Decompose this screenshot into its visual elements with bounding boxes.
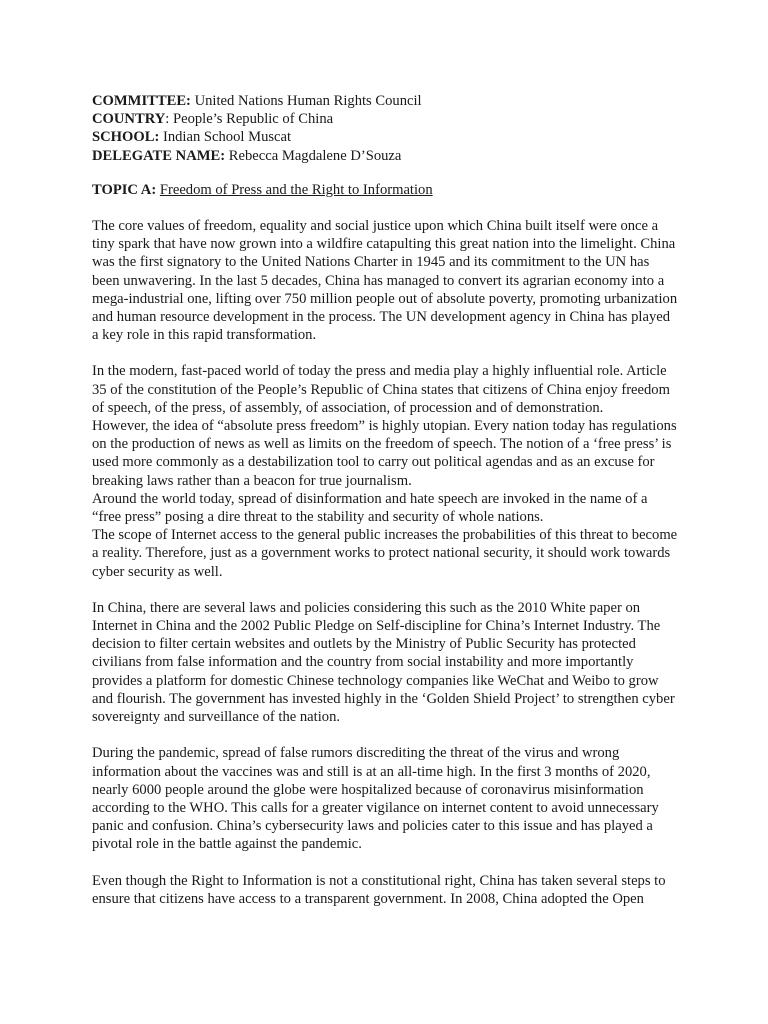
- topic-title: Freedom of Press and the Right to Information: [159, 181, 433, 198]
- delegate-value: Rebecca Magdalene D’Souza: [228, 147, 402, 164]
- school-line: [92, 128, 678, 146]
- school-value: Indian School Muscat: [162, 129, 292, 146]
- paragraph-1: The core values of freedom, equality and social justice upon which China built itself were once a tiny spark that have now grown into a wildfire catapulting this great nation into the limelight. China was the first signatory to the United Nations Charter in 1945 and its commitment to the UN has been unwavering. In the last 5 decades, China has managed to convert its agrarian economy into a mega-industrial one, lifting over 750 million people out of absolute poverty, promoting urbanization and human resource development in the process. The UN development agency in China has played a key role in this rapid transformation.: [92, 218, 678, 344]
- paragraph-8: Even though the Right to Information is not a constitutional right, China has taken several steps to ensure that citizens have access to a transparent government. In 2008, China adopted the Open: [92, 872, 666, 907]
- committee-line: [92, 92, 678, 110]
- paragraph-7: During the pandemic, spread of false rumors discrediting the threat of the virus and wrong information about the vaccines was and still is at an all-time high. In the first 3 months of 2020, nearly 6000 people around the globe were hospitalized because of coronavirus misinformation according to the WHO. This calls for a greater vigilance on internet content to avoid unnecessary panic and confusion. China’s cybersecurity laws and policies cater to this issue and has played a pivotal role in the battle against the pandemic.: [92, 745, 659, 853]
- committee-label: COMMITTEE:: [92, 93, 191, 109]
- delegate-line: [92, 147, 678, 165]
- topic-heading: [92, 181, 678, 199]
- paragraph-2: In the modern, fast-paced world of today the press and media play a highly influential role. Article 35 of the constitution of the People’s Republic of China states that citizens of China enjoy freedom of speech, of the press, of assembly, of association, of procession and of demonstration.: [92, 363, 670, 416]
- paragraph-3: However, the idea of “absolute press freedom” is highly utopian. Every nation today has regulations on the production of news as well as limits on the freedom of speech. The notion of a ‘free press’ is used more commonly as a destabilization tool to carry out political agendas and as an excuse for breaking laws rather than a beacon for true journalism.: [92, 418, 677, 489]
- committee-value: United Nations Human Rights Council: [194, 93, 422, 109]
- paragraph-4: Around the world today, spread of disinformation and hate speech are invoked in the name of a “free press” posing a dire threat to the stability and security of whole nations.: [92, 490, 648, 526]
- country-label: COUNTRY: [92, 111, 166, 128]
- country-line: [92, 110, 678, 128]
- country-value: : People’s Republic of China: [165, 111, 334, 128]
- paragraph-5: The scope of Internet access to the general public increases the probabilities of this threat to become a reality. Therefore, just as a government works to protect national security, it should work towards cyber security as well.: [92, 527, 678, 580]
- paragraph-6: In China, there are several laws and policies considering this such as the 2010 White paper on Internet in China and the 2002 Public Pledge on Self-discipline for China’s Internet Industry. The decision to filter certain websites and outlets by the Ministry of Public Security has protected civilians from false information and the country from social instability and more importantly provides a platform for domestic Chinese technology companies like WeChat and Weibo to grow and flourish. The government has invested highly in the ‘Golden Shield Project’ to strengthen cyber sovereignty and surveillance of the nation.: [92, 599, 675, 726]
- delegate-label: DELEGATE NAME:: [92, 147, 226, 164]
- document-body: [92, 92, 678, 908]
- school-label: SCHOOL:: [92, 129, 160, 146]
- topic-label: TOPIC A:: [92, 181, 157, 198]
